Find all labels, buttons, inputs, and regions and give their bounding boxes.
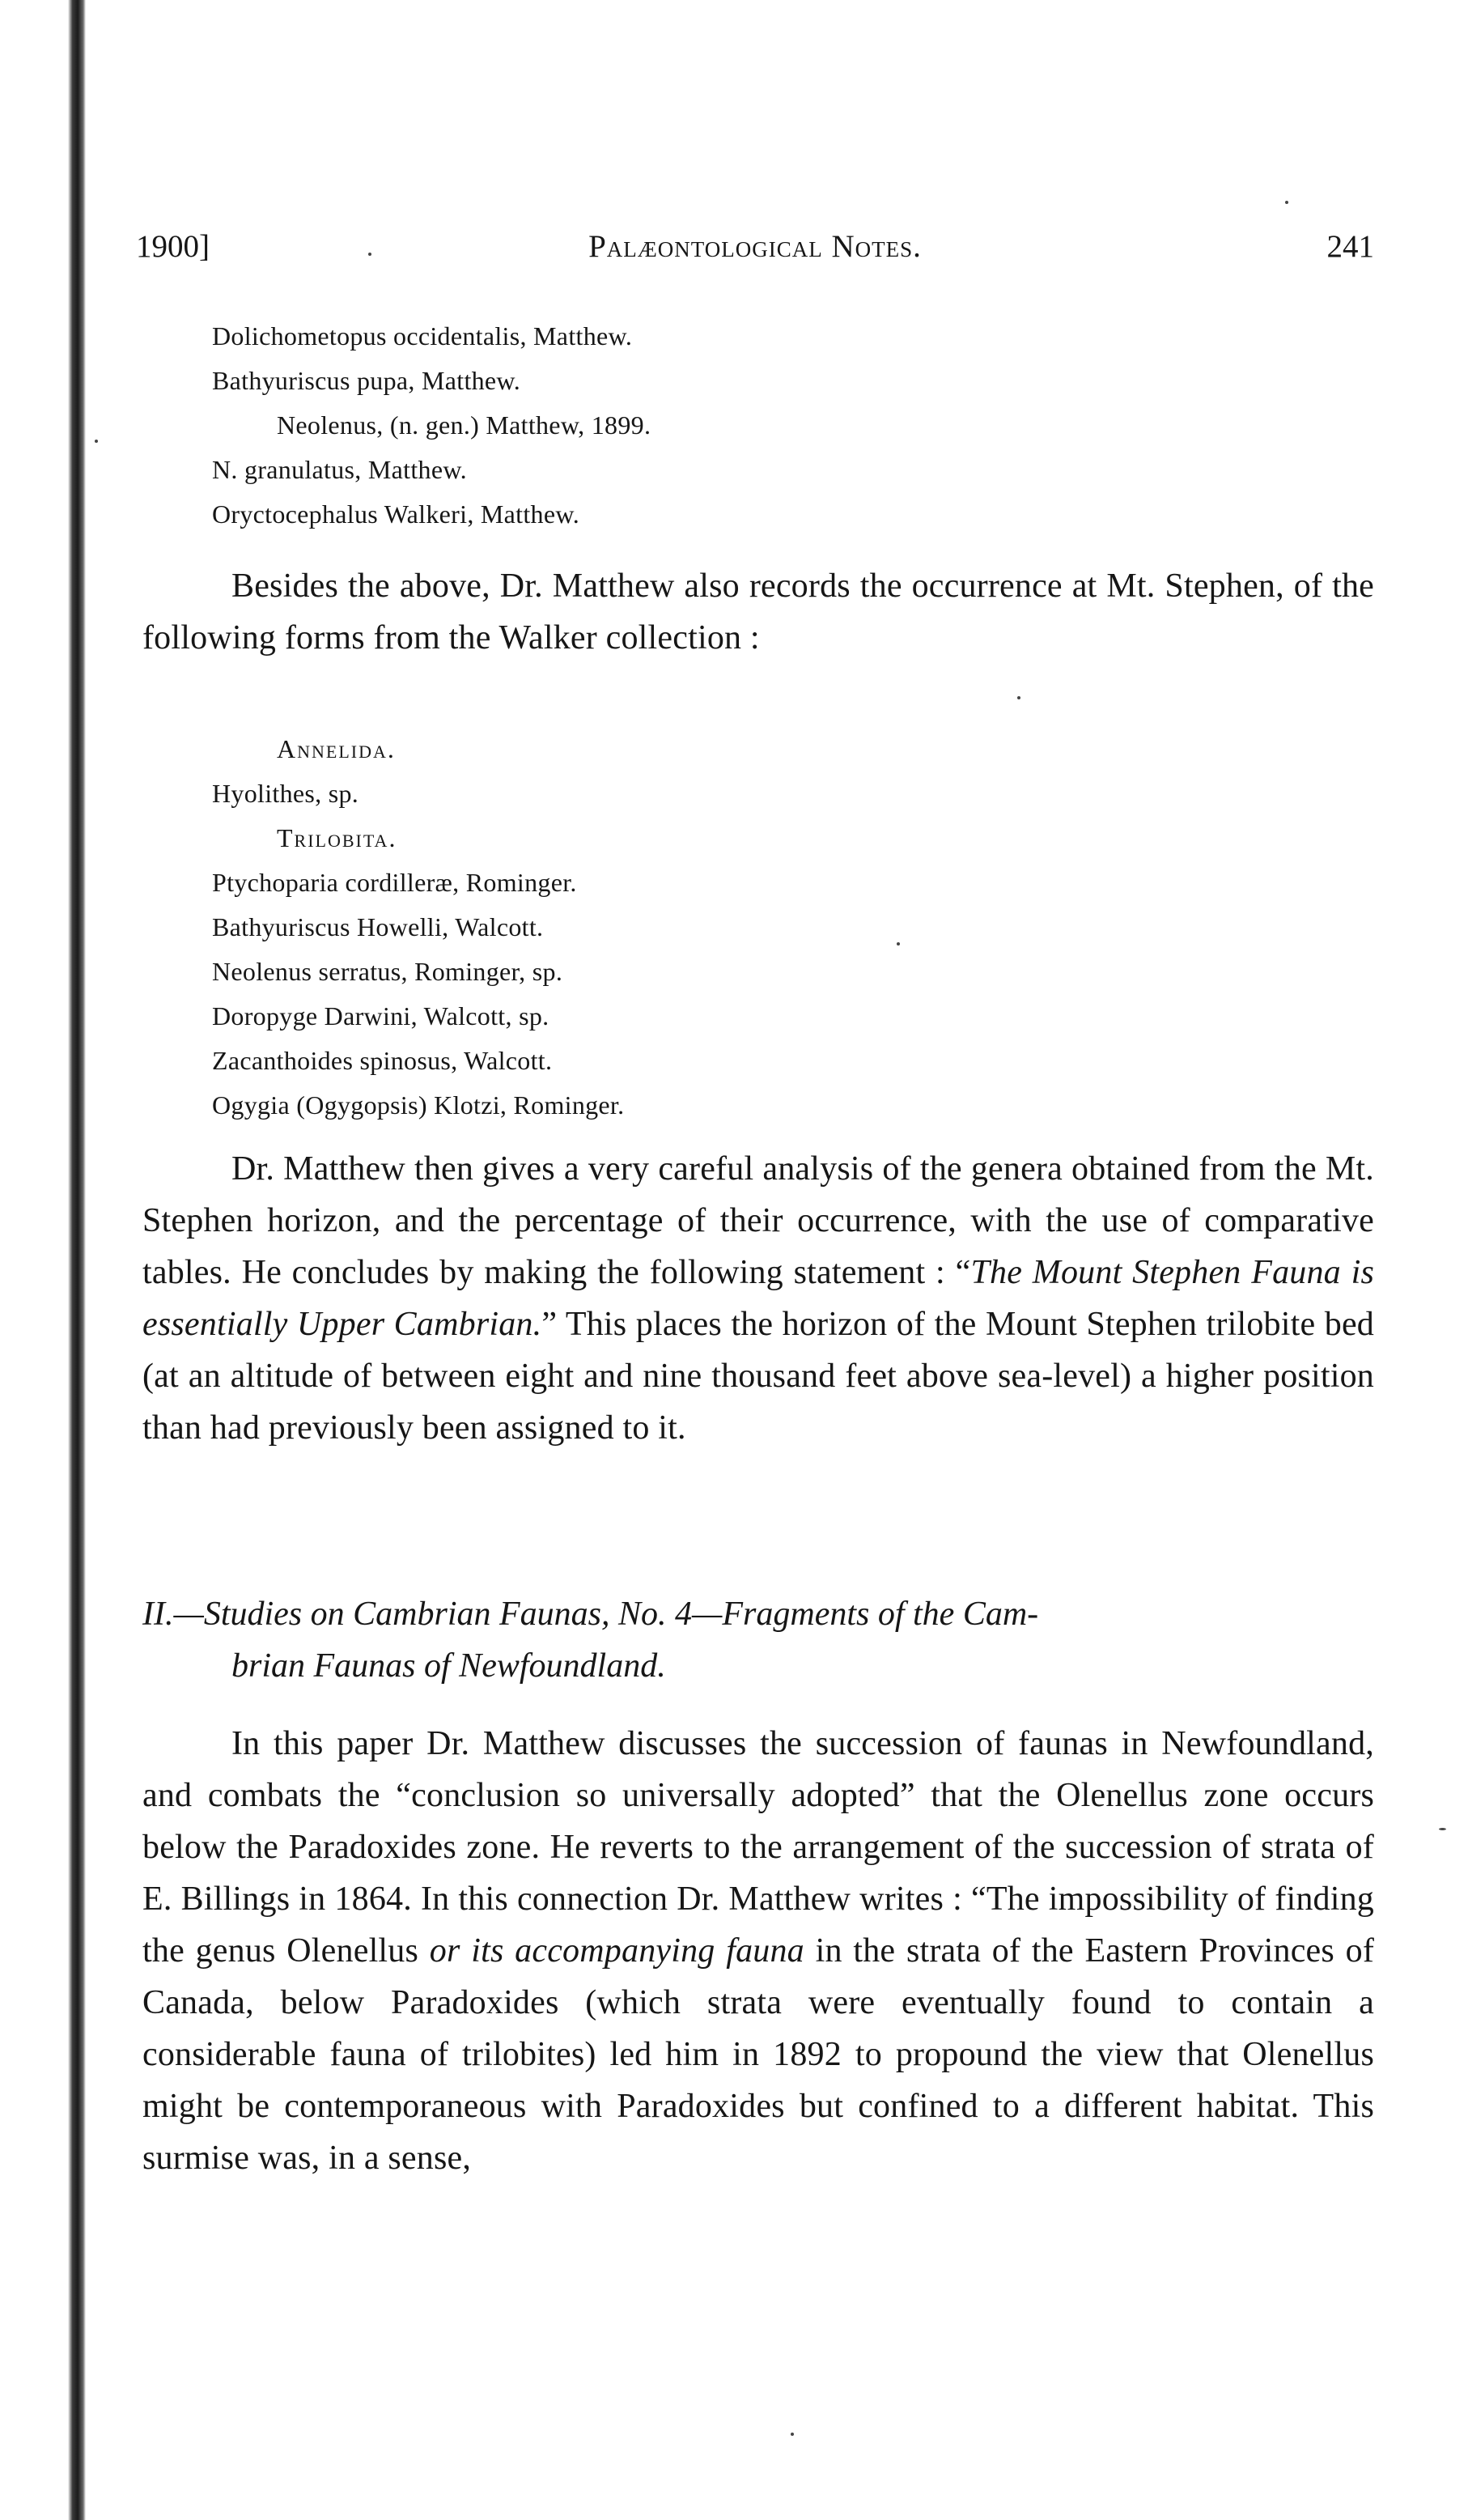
paragraph-newfoundland <box>142 1718 1374 2184</box>
list-item: Bathyuriscus Howelli, Walcott. <box>212 912 544 941</box>
list-item: N. granulatus, Matthew. <box>212 455 467 484</box>
list-item: Oryctocephalus Walkeri, Matthew. <box>212 499 579 529</box>
scan-speck <box>1439 1828 1446 1830</box>
list-item: Hyolithes, sp. <box>212 779 359 808</box>
header-year: 1900] <box>136 229 210 264</box>
list-item: Ogygia (Ogygopsis) Klotzi, Rominger. <box>212 1090 625 1120</box>
scan-speck <box>368 253 371 256</box>
list-item: Zacanthoides spinosus, Walcott. <box>212 1046 553 1075</box>
list-item: Ptychoparia cordilleræ, Rominger. <box>212 868 577 897</box>
genus-label: Neolenus, (n. gen.) Matthew, 1899. <box>277 410 651 440</box>
paragraph-analysis-text: Dr. Matthew then gives a very careful analysis of the genera obtained from the Mt. Stephen horizon, and the percentage of their occurrence, with the use of comparative tables. He concludes by making the following statement : “ <box>142 1150 1374 1291</box>
scan-speck <box>791 2433 794 2436</box>
paragraph-besides: Besides the above, Dr. Matthew also records the occurrence at Mt. Stephen, of the following forms from the Walker collection : <box>142 567 1374 657</box>
list-item: Neolenus serratus, Rominger, sp. <box>212 957 563 986</box>
group-heading-trilobita: Trilobita. <box>277 823 397 852</box>
scan-speck <box>1285 201 1288 204</box>
list-item-genus <box>212 403 651 448</box>
species-list-walker <box>212 727 624 1128</box>
quote-italic: The Mount Stephen Fauna is essentially Upper Cambrian. <box>142 1254 1374 1343</box>
section-heading <box>142 1588 1374 1692</box>
paragraph-analysis <box>142 1143 1374 1454</box>
paragraph-analysis-text-end: ” This places the horizon of the Mount Stephen trilobite bed (at an altitude of between eight and nine thousand feet above sea-level) a higher position than had previously been assigned to it. <box>142 1306 1374 1447</box>
list-item: Doropyge Darwini, Walcott, sp. <box>212 1001 549 1031</box>
page-header <box>136 228 1374 269</box>
list-item: Bathyuriscus pupa, Matthew. <box>212 366 521 395</box>
list-item: Dolichometopus occidentalis, Matthew. <box>212 321 633 351</box>
running-title: Palæontological Notes. <box>588 229 922 264</box>
group-heading-annelida: Annelida. <box>277 734 396 763</box>
section-heading-line-1: II.—Studies on Cambrian Faunas, No. 4—Fragments of the Cam- <box>142 1596 1039 1633</box>
species-list-matthew <box>212 314 651 537</box>
scan-speck <box>897 942 900 946</box>
scan-speck <box>1017 696 1020 699</box>
section-heading-line-2: brian Faunas of Newfoundland. <box>231 1647 666 1685</box>
page-number: 241 <box>1326 229 1374 264</box>
paragraph-newfoundland-text: In this paper Dr. Matthew discusses the succession of faunas in Newfoundland, and combats the “conclusion so universally adopted” that the Olenellus zone occurs below the Paradoxides zone. He reverts to the arrangement of the succession of strata of E. Billings in 1864. In this connection Dr. Matthew writes : “The impossibility of finding the genus Olenellus <box>142 1725 1374 1970</box>
paragraph-newfoundland-text-end: in the strata of the Eastern Provinces of Canada, below Paradoxides (which strata were eventually found to contain a considerable fauna of trilobites) led him in 1892 to propound the view that Olenellus might be contemporaneous with Paradoxides but confined to a different habitat. This surmise was, in a sense, <box>142 1932 1375 2177</box>
italic-phrase: or its accompanying fauna <box>429 1932 804 1970</box>
scan-speck <box>95 440 98 443</box>
